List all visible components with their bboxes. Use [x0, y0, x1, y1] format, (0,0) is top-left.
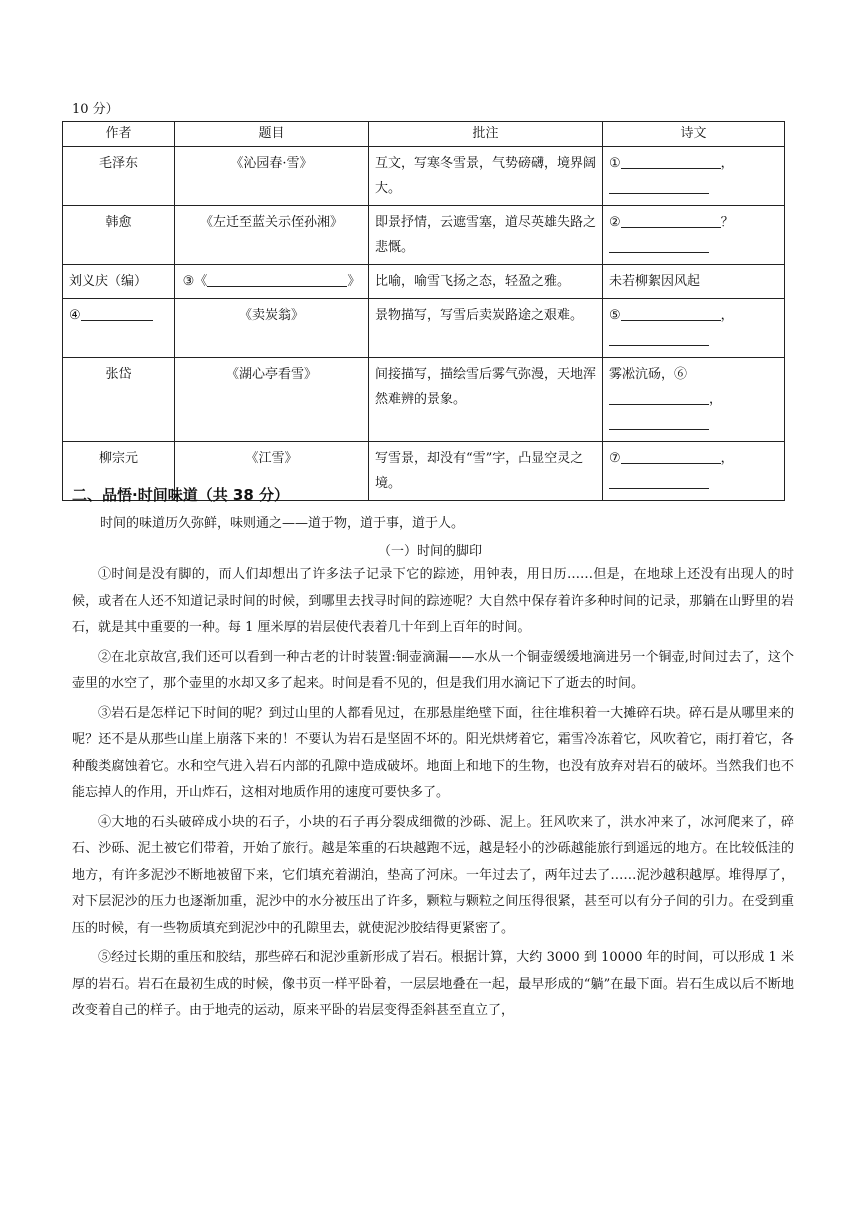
answer-blank[interactable]	[621, 154, 721, 169]
book-bracket-left: 《	[194, 274, 208, 289]
author-cell	[63, 299, 175, 358]
paragraph: ③岩石是怎样记下时间的呢？到过山里的人都看见过，在那悬崖绝壁下面，往往堆积着一大摊碎石块。碎石是从哪里来的呢？还不是从那些山崖上崩落下来的！不要认为岩石是坚固不坏的。阳光烘烤着它，霜雪冷冻着它，风吹着它，雨打着它，各种酸类腐蚀着它。水和空气进入岩石内部的孔隙中造成破坏。地面上和地下的生物，也没有放弃对岩石的破坏。当然我们也不能忘掉人的作用，开山炸石，这相对地质作用的速度可要快多了。	[72, 705, 794, 800]
answer-blank[interactable]	[621, 449, 721, 464]
answer-blank[interactable]	[609, 238, 709, 253]
blank-number: ⑤	[609, 308, 621, 323]
note-cell: 互文，写寒冬雪景，气势磅礴，境界阔大。	[369, 147, 603, 206]
table-row	[63, 265, 785, 299]
answer-blank[interactable]	[621, 213, 721, 228]
author-cell: 刘义庆（编）	[63, 265, 175, 299]
blank-number: ④	[69, 308, 81, 323]
table-row	[63, 147, 785, 206]
header-note: 批注	[369, 122, 603, 147]
poem-line-prefix: 雾凇沆砀，⑥	[609, 367, 688, 382]
paragraph: ②在北京故宫,我们还可以看到一种古老的计时装置:铜壶滴漏——水从一个铜壶缓缓地滴进另一个铜壶,时间过去了，这个壶里的水空了，那个壶里的水却又多了起来。时间是看不见的，但是我们用水滴记下了逝去的时间。	[72, 649, 794, 691]
author-cell: 韩愈	[63, 206, 175, 265]
poem-cell	[603, 442, 785, 501]
answer-blank[interactable]	[609, 179, 709, 194]
title-cell: 《沁园春·雪》	[175, 147, 369, 206]
title-cell: 《湖心亭看雪》	[175, 358, 369, 442]
note-cell: 比喻，喻雪飞扬之态，轻盈之雅。	[369, 265, 603, 299]
title-cell: 《卖炭翁》	[175, 299, 369, 358]
poem-cell	[603, 147, 785, 206]
score-note: 10 分）	[72, 102, 119, 117]
section-intro: 时间的味道历久弥鲜，味则通之——道于物，道于事，道于人。	[100, 516, 465, 531]
punctuation: ，	[720, 156, 734, 171]
poem-cell: 未若柳絮因风起	[603, 265, 785, 299]
author-answer-blank[interactable]	[81, 306, 153, 321]
poem-cell	[603, 299, 785, 358]
answer-blank[interactable]	[609, 474, 709, 489]
header-title: 题目	[175, 122, 369, 147]
poem-table	[62, 121, 785, 501]
answer-blank[interactable]	[609, 331, 709, 346]
note-cell: 景物描写，写雪后卖炭路途之艰难。	[369, 299, 603, 358]
table-row	[63, 206, 785, 265]
header-poem: 诗文	[603, 122, 785, 147]
author-cell: 毛泽东	[63, 147, 175, 206]
article-body	[72, 562, 794, 1028]
punctuation: ，	[720, 451, 734, 466]
paragraph: ①时间是没有脚的，而人们却想出了许多法子记录下它的踪迹，用钟表，用日历……但是，在地球上还没有出现人的时候，或者在人还不知道记录时间的时候，到哪里去找寻时间的踪迹呢？大自然中保存着许多种时间的记录，那躺在山野里的岩石，就是其中重要的一种。每 1 厘米厚的岩层使代表着几十年到上百年的时间。	[72, 567, 794, 635]
section-heading: 二、品悟·时间味道（共 38 分）	[72, 486, 290, 504]
answer-blank[interactable]	[621, 306, 721, 321]
table-row	[63, 299, 785, 358]
note-cell: 即景抒情，云遮雪塞，道尽英雄失路之悲慨。	[369, 206, 603, 265]
note-cell: 间接描写，描绘雪后雾气弥漫，天地浑然难辨的景象。	[369, 358, 603, 442]
title-answer-blank[interactable]	[207, 272, 347, 287]
title-cell: 《左迁至蓝关示侄孙湘》	[175, 206, 369, 265]
punctuation: ，	[709, 392, 723, 407]
article-title: （一）时间的脚印	[377, 544, 482, 559]
blank-number: ③	[182, 274, 195, 289]
punctuation: ，	[720, 308, 734, 323]
paragraph: ⑤经过长期的重压和胶结，那些碎石和泥沙重新形成了岩石。根据计算，大约 3000 到 10000 年的时间，可以形成 1 米厚的岩石。岩石在最初生成的时候，像书页一样平卧着，一层层地叠在一起，最早形成的“躺”在最下面。岩石生成以后不断地改变着自己的样子。由于地壳的运动，原来平卧的岩层变得歪斜甚至直立了，	[72, 950, 794, 1018]
blank-number: ⑦	[609, 451, 621, 466]
answer-blank[interactable]	[609, 415, 709, 430]
table-row	[63, 358, 785, 442]
title-cell	[175, 265, 369, 299]
table-header-row	[63, 122, 785, 147]
book-bracket-right: 》	[347, 274, 361, 289]
blank-number: ②	[609, 215, 621, 230]
author-cell: 张岱	[63, 358, 175, 442]
poem-cell	[603, 358, 785, 442]
punctuation: ？	[720, 215, 734, 230]
blank-number: ①	[609, 156, 621, 171]
author-cell: 柳宗元	[63, 442, 175, 501]
poem-cell	[603, 206, 785, 265]
paragraph: ④大地的石头破碎成小块的石子，小块的石子再分裂成细微的沙砾、泥上。狂风吹来了，洪水冲来了，冰河爬来了，碎石、沙砾、泥土被它们带着，开始了旅行。越是笨重的石块越跑不远，越是轻小的沙砾越能旅行到遥远的地方。在比较低洼的地方，有许多泥沙不断地被留下来，它们填充着湖泊，垫高了河床。一年过去了，两年过去了……泥沙越积越厚。堆得厚了，对下层泥沙的压力也逐渐加重，泥沙中的水分被压出了许多，颗粒与颗粒之间压得很紧，甚至可以有分子间的引力。在受到重压的时候，有一些物质填充到泥沙中的孔隙里去，就使泥沙胶结得更紧密了。	[72, 814, 794, 936]
answer-blank[interactable]	[609, 390, 709, 405]
note-cell: 写雪景，却没有“雪”字，凸显空灵之境。	[369, 442, 603, 501]
title-cell: 《江雪》	[175, 442, 369, 501]
header-author: 作者	[63, 122, 175, 147]
